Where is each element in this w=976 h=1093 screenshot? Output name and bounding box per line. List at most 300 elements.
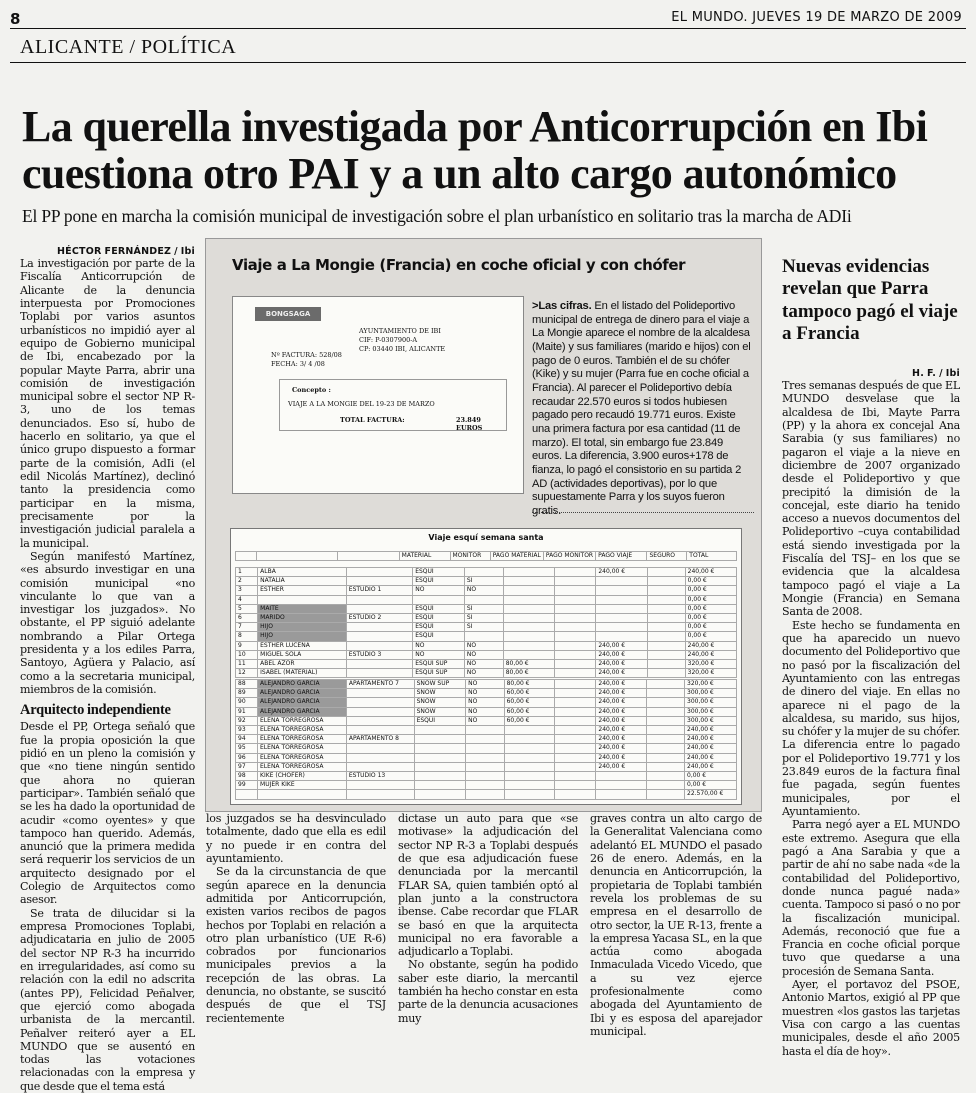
table-cell <box>554 604 596 613</box>
table-cell: 0,00 € <box>685 632 736 641</box>
table-row <box>236 641 737 650</box>
table-cell <box>466 753 504 762</box>
table-cell <box>414 772 466 781</box>
table-cell <box>346 744 414 753</box>
table-cell: 80,00 € <box>503 660 554 669</box>
paragraph: Según manifestó Martínez, «es absurdo investigar en una comisión municipal «no vinculante lo que van a investigar los juzgados». No obstante, el PP siguió adelante nombrando a Pilar Ortega presidenta y a los ediles Parra, Santoyo, Agüera y Palacio, así como a la secretaria municipal, miembros de la comisión. <box>20 549 195 696</box>
table-cell: ESTUDIO 2 <box>346 614 412 623</box>
table-cell: KIKE (CHÓFER) <box>258 772 347 781</box>
table-cell: ELENA TORREGROSA <box>258 735 347 744</box>
table-cell: 8 <box>236 632 258 641</box>
table-row <box>236 716 737 725</box>
table-cell <box>555 698 596 707</box>
table-cell <box>555 790 596 799</box>
paragraph: Parra negó ayer a EL MUNDO este extremo. Asegura que ella pagó a Ana Sarabia y que a partir de ahí no sabe nada «de la contabilidad del Polideportivo, donde nunca pagué nada» cuenta. Tampoco si pasó o no por la fiscalización municipal. Además, reconoció que fue a Francia en coche oficial porque tuvo que quedarse a una procesión de Semana Santa. <box>782 818 960 978</box>
table-cell: APARTAMENTO 8 <box>346 735 414 744</box>
subheadline: El PP pone en marcha la comisión municipal de investigación sobre el plan urbanístico en solitario tras la marcha de ADIi <box>22 206 852 226</box>
table-cell: 4 <box>236 595 258 604</box>
table-cell <box>647 632 685 641</box>
table-cell <box>504 790 555 799</box>
table-cell <box>647 568 685 577</box>
article-column-1 <box>20 246 195 1093</box>
table-cell: MUJER KIKE <box>258 781 347 790</box>
table-cell <box>647 772 685 781</box>
table-cell: 2 <box>236 577 258 586</box>
sidebar-byline: H. F. / Ibi <box>912 368 960 379</box>
sheet-bottom-table <box>235 679 737 800</box>
table-cell: 93 <box>236 726 258 735</box>
table-cell: NO <box>466 698 504 707</box>
table-cell <box>504 772 555 781</box>
table-cell: 300,00 € <box>685 707 737 716</box>
table-cell: 60,00 € <box>504 707 555 716</box>
table-cell: 240,00 € <box>685 753 737 762</box>
table-cell: 240,00 € <box>685 735 737 744</box>
table-cell <box>503 568 554 577</box>
table-cell: 90 <box>236 698 258 707</box>
headline: La querella investigada por Anticorrupción en Ibi cuestiona otro PAI y a un alto cargo autonómico <box>22 102 928 198</box>
table-cell <box>555 689 596 698</box>
table-cell <box>554 568 596 577</box>
table-cell: 1 <box>236 568 258 577</box>
invoice-logo: BONGSAGA <box>255 307 321 321</box>
table-cell: 6 <box>236 614 258 623</box>
invoice-meta <box>271 351 342 369</box>
sheet-header-cell: PAGO VIAJE <box>596 552 647 561</box>
table-cell <box>555 716 596 725</box>
table-cell: ISABEL (MATERIAL) <box>258 669 347 678</box>
paragraph: Se da la circunstancia de que según aparece en la denuncia admitida por Anticorrupción, existen varios recibos de pagos hechos por Toplabi en relación a otro plan urbanístico (UE R-6) cobrados por funcionarios municipales previos a la recepción de las obras. La denuncia, no obstante, se suscitó después de que el TSJ recientemente <box>206 865 386 1025</box>
issuer-line: CIF: P-0307900-A <box>359 335 418 344</box>
issuer-line: AYUNTAMIENTO DE IBI <box>359 327 441 335</box>
table-cell: 240,00 € <box>596 650 647 659</box>
concept-label: Concepto : <box>292 386 331 394</box>
paragraph: No obstante, según ha podido saber este diario, la mercantil también ha hecho constar en esta parte de la denuncia acusaciones muy <box>398 958 578 1025</box>
cifras-text <box>532 300 754 519</box>
table-cell: 320,00 € <box>685 660 736 669</box>
table-cell <box>346 595 412 604</box>
table-cell <box>647 781 685 790</box>
table-cell: NO <box>466 680 504 689</box>
table-row <box>236 735 737 744</box>
table-cell <box>466 790 504 799</box>
table-cell: 240,00 € <box>596 568 647 577</box>
table-row <box>236 762 737 771</box>
table-cell: 240,00 € <box>596 707 647 716</box>
table-cell: 3 <box>236 586 258 595</box>
table-cell: ESQUÍ <box>413 614 465 623</box>
sheet-header-cell: SEGURO <box>647 552 687 561</box>
table-cell: 80,00 € <box>504 680 555 689</box>
table-cell: 80,00 € <box>503 669 554 678</box>
table-cell <box>596 586 647 595</box>
table-cell: ESQUÍ <box>413 623 465 632</box>
table-cell <box>464 568 503 577</box>
table-cell <box>503 577 554 586</box>
table-cell <box>647 735 685 744</box>
table-cell: NO <box>464 660 503 669</box>
sheet-header-cell <box>256 552 337 561</box>
table-cell <box>647 716 685 725</box>
table-cell <box>647 595 685 604</box>
table-cell <box>413 595 465 604</box>
table-row <box>236 698 737 707</box>
table-cell <box>346 707 414 716</box>
table-cell <box>464 595 503 604</box>
table-cell: 96 <box>236 753 258 762</box>
table-cell: SI <box>464 623 503 632</box>
table-cell <box>555 762 596 771</box>
table-cell <box>504 762 555 771</box>
table-cell <box>346 781 414 790</box>
table-cell: 0,00 € <box>685 604 736 613</box>
table-cell <box>647 614 685 623</box>
table-cell <box>596 790 647 799</box>
table-cell <box>466 762 504 771</box>
table-cell <box>647 650 685 659</box>
concept-text: VIAJE A LA MONGIE DEL 19-23 DE MARZO <box>288 400 435 408</box>
table-cell: 320,00 € <box>685 669 736 678</box>
table-cell: NO <box>464 650 503 659</box>
table-cell <box>647 660 685 669</box>
table-cell: NO <box>413 650 465 659</box>
table-row <box>236 577 737 586</box>
paragraph: dictase un auto para que «se motivase» la adjudicación del sector NP R-3 a Toplabi después de que esa adjudicación fuese denunciada por la mercantil FLAR SA, quien también optó al plan junto a la constructora ibense. Cabe recordar que FLAR se basó en que la arquitecta municipal no era favorable a adjudicarlo a Toplabi. <box>398 812 578 959</box>
table-cell <box>414 790 466 799</box>
sidebar-column <box>782 368 960 1058</box>
table-cell: 240,00 € <box>685 762 737 771</box>
table-cell <box>258 595 347 604</box>
table-cell <box>596 781 647 790</box>
table-cell <box>596 577 647 586</box>
table-row <box>236 595 737 604</box>
table-cell <box>503 650 554 659</box>
table-cell: 92 <box>236 716 258 725</box>
table-cell <box>555 781 596 790</box>
table-cell <box>236 790 258 799</box>
invoice-number: Nº FACTURA: 528/08 <box>271 351 342 359</box>
table-cell <box>346 632 412 641</box>
table-cell: 240,00 € <box>685 650 736 659</box>
table-cell <box>346 623 412 632</box>
table-cell: 10 <box>236 650 258 659</box>
article-column-3 <box>398 812 578 1025</box>
table-cell: 240,00 € <box>596 744 647 753</box>
table-cell: 98 <box>236 772 258 781</box>
table-cell <box>555 680 596 689</box>
table-cell <box>414 762 466 771</box>
table-cell: NO <box>466 689 504 698</box>
table-cell: ESTUDIO 1 <box>346 586 412 595</box>
table-cell <box>596 604 647 613</box>
table-cell: ESQUÍ <box>413 632 465 641</box>
table-cell: SNOW <box>414 707 466 716</box>
table-cell <box>504 735 555 744</box>
table-cell: 0,00 € <box>685 781 737 790</box>
table-cell: 97 <box>236 762 258 771</box>
table-cell: 300,00 € <box>685 716 737 725</box>
table-cell <box>346 762 414 771</box>
table-cell <box>555 735 596 744</box>
table-cell <box>555 772 596 781</box>
table-cell <box>554 623 596 632</box>
table-cell: NO <box>413 641 465 650</box>
table-cell <box>647 669 685 678</box>
table-cell: SI <box>464 614 503 623</box>
table-cell <box>466 735 504 744</box>
table-cell: ELENA TORREGROSA <box>258 716 347 725</box>
table-cell <box>346 689 414 698</box>
issuer-line: CP: 03440 IBI, ALICANTE <box>359 344 446 353</box>
table-row <box>236 568 737 577</box>
table-cell: SI <box>464 604 503 613</box>
date-line: EL MUNDO. JUEVES 19 DE MARZO DE 2009 <box>671 10 962 25</box>
table-cell: ELENA TORREGROSA <box>258 744 347 753</box>
table-cell <box>596 595 647 604</box>
table-cell: 240,00 € <box>596 762 647 771</box>
table-cell <box>346 604 412 613</box>
paragraph: Se trata de dilucidar si la empresa Promociones Toplabi, adjudicataria en julio de 2005 del sector NP R-3 ha incurrido en irregularidades, así como su relación con la edil no adscrita (antes PP), Felicidad Peñalver, que ejerció como abogada urbanista de la mercantil. Peñalver reiteró ayer a EL MUNDO que se ausentó en todas las votaciones relacionadas con la empresa y que desde que el tema está <box>20 906 195 1093</box>
table-row <box>236 604 737 613</box>
table-row <box>236 669 737 678</box>
table-cell: ELENA TORREGROSA <box>258 762 347 771</box>
invoice-document <box>232 296 524 494</box>
table-cell <box>596 614 647 623</box>
table-cell <box>466 744 504 753</box>
table-row <box>236 726 737 735</box>
table-cell <box>504 753 555 762</box>
sheet-header-cell <box>236 552 257 561</box>
table-cell: ALEJANDRO GARCÍA <box>258 689 347 698</box>
table-cell <box>554 660 596 669</box>
table-cell <box>647 707 685 716</box>
table-cell <box>504 744 555 753</box>
table-cell: 60,00 € <box>504 716 555 725</box>
table-cell: 11 <box>236 660 258 669</box>
sheet-top-table <box>235 567 737 678</box>
cifras-label: >Las cifras. <box>532 300 592 312</box>
table-cell: 240,00 € <box>596 641 647 650</box>
table-cell <box>503 595 554 604</box>
table-row <box>236 632 737 641</box>
invoice-date: FECHA: 3/ 4 /08 <box>271 359 325 368</box>
table-cell <box>503 623 554 632</box>
table-cell <box>554 641 596 650</box>
table-cell: 0,00 € <box>685 595 736 604</box>
table-cell: ALEJANDRO GARCÍA <box>258 698 347 707</box>
table-cell <box>346 716 414 725</box>
table-cell: ESQUÍ SUP <box>413 660 465 669</box>
table-cell: NO <box>466 707 504 716</box>
table-cell: ESTHER <box>258 586 347 595</box>
table-cell <box>554 577 596 586</box>
section-subhead: Arquitecto independiente <box>20 702 171 719</box>
table-cell: ESQUÍ <box>414 716 466 725</box>
table-cell <box>414 726 466 735</box>
table-cell <box>555 707 596 716</box>
table-cell: SNOW SUP <box>414 680 466 689</box>
table-cell: 0,00 € <box>685 577 736 586</box>
table-cell <box>466 726 504 735</box>
table-cell: 95 <box>236 744 258 753</box>
table-cell <box>647 623 685 632</box>
table-cell <box>414 781 466 790</box>
paragraph: graves contra un alto cargo de la Generalitat Valenciana como adelantó EL MUNDO el pasado 26 de enero. Además, en la denuncia en Anticorrupción, la propietaria de Toplabi también revela los problemas de su empresa en el desarrollo de otro sector, la UE R-13, frente a la empresa Yacasa SL, en la que actúa como abogada Inmaculada Vicedo Vicedo, que a su vez ejerce profesionalmente como abogada del Ayuntamiento de Ibi y es esposa del aparejador municipal. <box>590 812 762 1038</box>
sheet-header-table <box>235 551 737 561</box>
ski-trip-spreadsheet <box>230 528 742 805</box>
table-cell: 89 <box>236 689 258 698</box>
table-cell: NO <box>464 586 503 595</box>
table-cell: 240,00 € <box>596 735 647 744</box>
table-cell: 88 <box>236 680 258 689</box>
table-cell <box>346 568 412 577</box>
table-cell: 300,00 € <box>685 698 737 707</box>
sheet-title: Viaje esquí semana santa <box>428 533 544 542</box>
table-cell <box>503 632 554 641</box>
table-cell: ELENA TORREGROSA <box>258 753 347 762</box>
table-cell <box>346 790 414 799</box>
table-row <box>236 744 737 753</box>
table-cell: ALEJANDRO GARCÍA <box>258 680 347 689</box>
table-row <box>236 586 737 595</box>
table-cell: ESTHER LUCENA <box>258 641 347 650</box>
table-row <box>236 753 737 762</box>
table-row <box>236 623 737 632</box>
table-cell <box>554 586 596 595</box>
table-cell: ALBA <box>258 568 347 577</box>
section-rule <box>10 62 966 63</box>
table-cell <box>503 586 554 595</box>
sheet-header-cell: PAGO MONITOR <box>543 552 595 561</box>
table-cell <box>647 762 685 771</box>
table-cell: ESQUÍ <box>413 577 465 586</box>
table-cell: 240,00 € <box>685 744 737 753</box>
table-cell: ESQUÍ <box>413 604 465 613</box>
table-cell: NO <box>466 716 504 725</box>
table-cell: ESQUÍ SUP <box>413 669 465 678</box>
table-cell <box>346 577 412 586</box>
table-cell: ELENA TORREGROSA <box>258 726 347 735</box>
table-cell: ABEL AZOR <box>258 660 347 669</box>
table-cell: NATALIA <box>258 577 347 586</box>
table-cell: 60,00 € <box>504 698 555 707</box>
table-cell: 240,00 € <box>685 568 736 577</box>
table-cell <box>258 790 347 799</box>
table-cell <box>647 790 685 799</box>
table-row <box>236 781 737 790</box>
sheet-header-cell: MATERIAL <box>399 552 450 561</box>
table-cell <box>554 669 596 678</box>
table-cell <box>504 726 555 735</box>
table-cell: NO <box>464 669 503 678</box>
table-cell <box>504 781 555 790</box>
table-cell <box>346 669 412 678</box>
table-cell <box>414 753 466 762</box>
sheet-header-cell: PAGO MATERIAL <box>490 552 543 561</box>
table-cell <box>647 680 685 689</box>
table-cell <box>554 595 596 604</box>
table-cell: 240,00 € <box>685 641 736 650</box>
table-cell: 240,00 € <box>685 726 737 735</box>
paragraph: los juzgados se ha desvinculado totalmente, dado que ella es edil y no puede ir en contra del ayuntamiento. <box>206 812 386 865</box>
cifras-body: En el listado del Polideportivo municipal de entrega de dinero para el viaje a La Mongie aparece el nombre de la alcaldesa (Maite) y sus familiares (marido e hijos) con el pago de 0 euros. También el de su chófer (Kike) y su mujer (Parra fue en coche oficial a Francia). Al parecer el Polideportivo debía recaudar 22.570 euros si todos hubiesen pagado pero recaudó 19.771 euros. Existe una primera factura por esa cantidad (11 de marzo). El total, sin embargo fue 23.849 euros. La diferencia, 3.900 euros+178 de fianza, lo pagó el consistorio en su partida 2 AD (actividades deportivas), por lo que supuestamente Parra y los suyos fueron gratis. <box>532 300 751 517</box>
sheet-header-cell: TOTAL <box>687 552 737 561</box>
table-cell: ESTUDIO 13 <box>346 772 414 781</box>
table-cell: 240,00 € <box>596 726 647 735</box>
table-cell <box>647 726 685 735</box>
paragraph: Tres semanas después de que EL MUNDO desvelase que la alcaldesa de Ibi, Mayte Parra (PP) y la ahora ex concejal Ana Sarabia (y sus familiares) no pagaron el viaje a la nieve en diciembre de 2007 organizado desde el Polideportivo y que precipitó la dimisión de la concejal, este diario ha tenido acceso a nuevos documentos del Polideportivo –cuya contabilidad está siendo investigada por la Fiscalía del TSJ– en los que se evidencia que la alcaldesa tampoco pagó el viaje a La Mongie (Francia) en Semana Santa de 2008. <box>782 379 960 619</box>
table-cell <box>647 586 685 595</box>
table-cell: ALEJANDRO GARCÍA <box>258 707 347 716</box>
table-cell <box>647 689 685 698</box>
table-cell: MAITE <box>258 604 347 613</box>
table-cell <box>596 632 647 641</box>
paragraph: La investigación por parte de la Fiscalía Anticorrupción de Alicante de la denuncia interpuesta por Promociones Toplabi por varios asuntos urbanísticos no impidió ayer al equipo de Gobierno municipal de Ibi, encabezado por la popular Mayte Parra, abrir una comisión de investigación municipal sobre el sector NP R-3, uno de los temas denunciados. Eso sí, hubo de hacerlo en solitario, ya que el único grupo dispuesto a formar parte de la comisión, AdIi (el edil Nicolás Martínez), declinó tanto la presidencia como participar en la misma, precisamente por la investigación judicial paralela a la municipal. <box>20 257 195 550</box>
table-row <box>236 707 737 716</box>
table-cell: HIJO <box>258 623 347 632</box>
total-value: 23.849 EUROS <box>456 416 483 432</box>
table-cell <box>555 726 596 735</box>
table-cell <box>346 660 412 669</box>
invoice-concept-box <box>279 379 507 431</box>
table-cell: ESTUDIO 3 <box>346 650 412 659</box>
table-cell: ESQUÍ <box>413 568 465 577</box>
table-row <box>236 650 737 659</box>
table-cell <box>466 772 504 781</box>
table-cell: 0,00 € <box>685 614 736 623</box>
infobox-title: Viaje a La Mongie (Francia) en coche oficial y con chófer <box>232 256 686 274</box>
table-cell <box>503 641 554 650</box>
table-row <box>236 680 737 689</box>
table-cell <box>554 650 596 659</box>
table-cell: APARTAMENTO 7 <box>346 680 414 689</box>
table-cell: 240,00 € <box>596 753 647 762</box>
top-rule <box>10 28 966 29</box>
table-cell: 320,00 € <box>685 680 737 689</box>
article-column-4 <box>590 812 762 1038</box>
table-cell: 0,00 € <box>685 586 736 595</box>
table-cell: 0,00 € <box>685 623 736 632</box>
table-cell: 240,00 € <box>596 689 647 698</box>
total-label: TOTAL FACTURA: <box>340 416 405 424</box>
table-cell <box>414 735 466 744</box>
table-cell: SNOW <box>414 689 466 698</box>
paragraph: Ayer, el portavoz del PSOE, Antonio Martos, exigió al PP que muestren «los gastos las tarjetas Visa con cargo a las cuentas municipales, desde el año 2005 hasta el día de hoy». <box>782 978 960 1058</box>
table-cell: NO <box>464 641 503 650</box>
table-cell <box>346 726 414 735</box>
table-row <box>236 689 737 698</box>
table-cell: 240,00 € <box>596 680 647 689</box>
table-cell <box>555 744 596 753</box>
sheet-header-cell <box>338 552 400 561</box>
table-cell: 9 <box>236 641 258 650</box>
table-cell <box>503 614 554 623</box>
cifras-dotted-rule <box>532 512 754 513</box>
table-cell <box>554 614 596 623</box>
table-cell: MIGUEL SOLA <box>258 650 347 659</box>
sidebar-title: Nuevas evidencias revelan que Parra tampoco pagó el viaje a Francia <box>782 256 958 345</box>
table-cell: 240,00 € <box>596 698 647 707</box>
table-cell: 5 <box>236 604 258 613</box>
paragraph: Este hecho se fundamenta en que ha aparecido un nuevo documento del Polideportivo que no pasó por la fiscalización del Ayuntamiento con las entregas de dinero del viaje. En ellas no aparece ni el pago de la alcaldesa, su marido, sus hijos, su chófer y la mujer de su chófer. La diferencia entre lo pagado por el Polideportivo 19.771 y los 23.849 euros de la factura final fue pagada, según fuentes municipales, por el Ayuntamiento. <box>782 618 960 818</box>
table-cell <box>346 753 414 762</box>
table-cell <box>647 604 685 613</box>
byline: HÉCTOR FERNÁNDEZ / Ibi <box>57 246 195 257</box>
table-cell: 240,00 € <box>596 669 647 678</box>
table-cell <box>647 744 685 753</box>
table-cell: HIJO <box>258 632 347 641</box>
table-row <box>236 772 737 781</box>
